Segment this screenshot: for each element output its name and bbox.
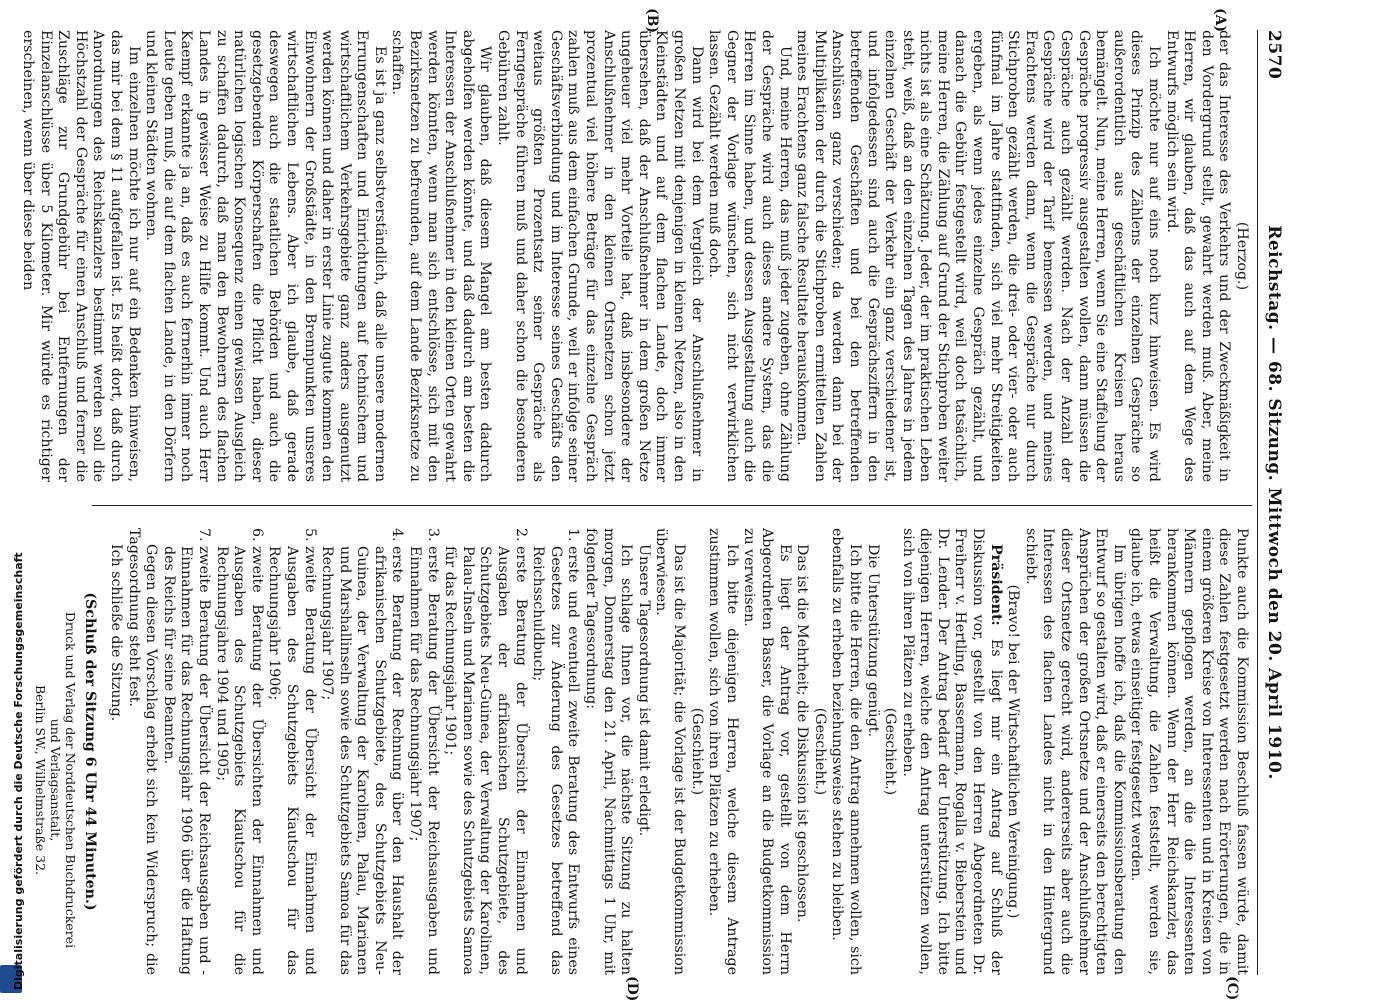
session-end-note: (Schluß der Sitzung 6 Uhr 44 Minuten.) <box>82 592 99 911</box>
paragraph: Ich bitte diejenigen Herren, welche diesem Antrage zustimmen wollen, sich von ihren Plätzen zu erheben. <box>706 528 740 975</box>
president-label: Präsident: <box>987 544 1004 626</box>
agenda-item: 2. erste Beratung der Übersicht der Einnahmen und Ausgaben der afrikanischen Schutzgebiete, des Schutzgebiets Neu-Guinea, der Verwaltung der Karolinen, Palau-Inseln und Marianen sowie des Schutzgebiets Samoa für das Rechnungsjahr 1901; <box>441 546 529 975</box>
applause-note: (Bravo! bei der Wirtschaftlichen Vereinigung.) <box>1005 584 1022 919</box>
paragraph: Es liegt der Antrag vor, gestellt von dem Herrn Abgeordneten Basser, die Vorlage an die Budgetkommission zu verweisen. <box>741 528 793 975</box>
paragraph: Gegen diesen Vorschlag erhebt sich kein Widerspruch; die Tagesordnung steht fest. <box>125 528 160 975</box>
rotated-page <box>10 0 1300 1000</box>
paragraph: Es ist ja ganz selbstverständlich, daß alle unsere modernen Errungenschaften und Einrichtungen auf technischem und wirtschaftlichem Verkehrsgebiete ganz anders ausgenutzt werden können und daher in erster Linie zugute kommen den Einwohnern der Großstädte, in den Brennpunkten unseres wirtschaftlichen Lebens. Aber ich glaube, daß gerade deswegen auch die staatlichen Behörden und auch die gesetzgebenden Körperschaften die Pflicht haben, dieser natürlichen logischen Konsequenz einen gewissen Ausgleich zu schaffen dadurch, daß man den Bewohnern des flachen Landes in gewisser Weise zu Hilfe kommt. Und auch Herr Kaempf erkannte ja an, daß es auch fernerhin immer noch Leute geben muß, die auf dem flachen Lande, in den Dörfern und kleinen Städten wohnen. <box>143 30 388 482</box>
reaction-note: (Geschieht.) <box>882 707 899 796</box>
paragraph: Die Unterstützung genügt. <box>864 544 881 737</box>
paragraph: Ich schließe die Sitzung. <box>108 544 124 722</box>
printer-imprint <box>33 600 78 960</box>
paragraph: der das Interesse des Verkehrs und der Zweckmäßigkeit in den Vordergrund stellt, gewahrt werden muß. Aber, meine Herren, wir glauben, daß das auch auf dem Wege des Entwurfs möglich sein wird. <box>1163 30 1233 482</box>
imprint-line: Druck und Verlag der Norddeutschen Buchdruckerei und Verlagsanstalt, <box>48 611 78 949</box>
paragraph: Ich bitte die Herren, die den Antrag annehmen wollen, sich ebenfalls zu erheben beziehungsweise stehen zu bleiben. <box>829 528 863 975</box>
imprint-line: Berlin SW., Wilhelmstraße 32. <box>33 684 48 876</box>
reaction-note: (Geschieht.) <box>811 707 828 796</box>
margin-marker-c: (C) <box>1224 976 1240 1001</box>
paragraph: Ich möchte nur auf eins noch kurz hinweisen. Es wird dieses Prinzip des Zählens der einzelnen Gespräche so außerordentlich aus geschäftlichen Kreisen heraus bemängelt. Nun, meine Herren, wenn Sie eine Staffelung der Gespräche progressiv ausgestalten wollen, dann müssen die Gespräche auch gezählt werden. Nach der Anzahl der Gespräche wird der Tarif bemessen werden, und meines Erachtens werden dann, wenn die Gespräche nur durch Stichproben gezählt werden, die drei- oder vier- oder auch fünfmal im Jahre stattfinden, sich viel mehr Streitigkeiten ergeben, als wenn jedes einzelne Gespräch gezählt, und danach die Gebühr festgestellt wird, weil doch tatsächlich, meine Herren, die Zählung auf Grund der Stichproben weiter nichts ist als eine Schätzung. Jeder, der im praktischen Leben steht, weiß, daß an den einzelnen Tagen des Jahres in jedem einzelnen Geschäft der Verkehr ein ganz verschiedener ist, und infolgedessen sind auch die Gesprächsziffern in den betreffenden Geschäften und bei den betreffenden Anschlüssen ganz verschieden; da werden dann bei der Multiplikation der durch die Stichproben ermittelten Zahlen meines Erachtens ganz falsche Resultate herauskommen. <box>794 30 1163 482</box>
digitization-note: Digitalisierung gefördert durch die Deutsche Forschungsgemeinschaft <box>12 552 25 990</box>
left-column <box>18 30 1250 482</box>
agenda-item: 1. erste und eventuell zweite Beratung des Entwurfs eines Gesetzes zur Änderung des Gesetzes betreffend das Reichsschuldbuch; <box>529 546 582 975</box>
page-header <box>1260 30 1286 975</box>
page-number: 2570 <box>1264 30 1284 80</box>
speaker-name: (Herzog.) <box>1234 221 1250 291</box>
paragraph: Das ist die Majorität; die Vorlage ist der Budgetkommission überwiesen. <box>653 528 687 975</box>
paragraph: Wir glauben, daß diesem Mangel am besten dadurch abgeholfen werden könnte, und daß dadurch am besten die Interessen der Anschlußnehmer in den kleinen Orten gewahrt werden könnten, wenn man sich entschlösse, sich mit den Bezirksnetzen zu befreunden, auf dem Lande Bezirksnetze zu schaffen. <box>389 30 494 482</box>
reaction-note: (Geschieht.) <box>688 707 705 796</box>
agenda-item: 4. erste Beratung der Rechnung über den Haushalt der afrikanischen Schutzgebiete, des Schutzgebiets Neu-Guinea, der Verwaltung der Karolinen, Palau, Marianen und Marshallinseln sowie des Schutzgebiets Samoa für das Rechnungsjahr 1907; <box>318 546 406 975</box>
president-statement <box>898 528 1004 975</box>
agenda-list <box>159 528 581 975</box>
agenda-item: 5. zweite Beratung der Übersicht der Einnahmen und Ausgaben des Schutzgebiets Kiautschou für das Rechnungsjahr 1906; <box>265 546 318 975</box>
header-divider <box>1257 30 1258 975</box>
paragraph: Dann wird bei dem Vergleich der Anschlußnehmer in großen Netzen mit denjenigen in kleinen Netzen, also in den Kleinstädten und auf dem flachen Lande, doch immer übersehen, daß der Anschlußnehmer in dem großen Netze ungeheuer viel mehr Vorteile hat, daß insbesondere der Anschlußnehmer in den kleinen Ortsnetzen schon jetzt prozentual viel höhere Beträge für das einzelne Gespräch zahlen muß aus dem einfachen Grunde, weil er infolge seiner Geschäftsverbindung und im Interesse seines Geschäfts den weitaus größten Prozentsatz seiner Gespräche als Ferngespräche führen muß und daher schon die besonderen Gebühren zahlt. <box>495 30 705 482</box>
president-text: Es liegt mir ein Antrag auf Schluß der Diskussion vor, gestellt von den Herren Abgeordneten Dr. Freiherr v. Hertling, Bassermann, Rogalla v. Bieberstein und Dr. Lender. Der Antrag bedarf der Unterstützung. Ich bitte diejenigen Herren, welche den Antrag unterstützen wollen, sich von ihren Plätzen zu erheben. <box>899 528 1004 975</box>
paragraph: Unsere Tagesordnung ist damit erledigt. <box>635 544 652 837</box>
margin-marker-b: (B) <box>644 8 660 34</box>
margin-marker-d: (D) <box>624 976 640 1001</box>
right-column <box>81 528 1250 975</box>
page-title: Reichstag. — 68. Sitzung. Mittwoch den 20. April 1910. <box>1264 225 1284 780</box>
paragraph: Im übrigen hoffe ich, daß die Kommissionsberatung den Entwurf so gestalten wird, daß er einerseits den berechtigten Ansprüchen der großen Ortsnetze und der Anschlußnehmer dieser Ortsnetze gerecht wird, andererseits aber auch die Interessen des flachen Landes nicht in den Hintergrund schiebt. <box>1022 528 1127 975</box>
paragraph: Punkte auch die Kommission Beschluß fassen würde, damit diese Zahlen festgesetzt werden nach Erörterungen, die in einem größeren Kreise von Interessenten und in Kreisen von Männern gepflogen werden, an die die Interessenten herankommen können. Wenn der Herr Reichskanzler, das heißt die Verwaltung, die Zahlen feststellt, werden sie, glaube ich, etwas einseitiger festgesetzt werden. <box>1128 528 1250 975</box>
agenda-item: 7. zweite Beratung der Übersicht der Reichsausgaben und -Einnahmen für das Rechnungsjahr 1906 über die Haftung des Reichs für seine Beamten. <box>159 546 212 975</box>
paragraph: Das ist die Mehrheit; die Diskussion ist geschlossen. <box>794 544 811 923</box>
agenda-item: 3. erste Beratung der Übersicht der Reichsausgaben und Einnahmen für das Rechnungsjahr 1907; <box>406 546 441 975</box>
paragraph: Im einzelnen möchte ich nur auf ein Bedenken hinweisen, das mir bei dem § 11 aufgefallen ist. Es heißt dort, daß durch Anordnungen des Reichskanzlers bestimmt werden soll die Höchstzahl der Gespräche für einen Anschluß und ferner die Zuschläge zur Grundgebühr bei Entfernungen der Einzelanschlüsse über 5 Kilometer. Mir würde es richtiger erscheinen, wenn über diese beiden <box>20 30 142 482</box>
paragraph: Und, meine Herren, das muß jeder zugeben, ohne Zählung der Gespräche wird auch dieses andere System, das die Herren im Sinne haben, und dessen Ausgestaltung auch die Gegner der Vorlage wünschen, sich nicht verwirklichen lassen. Gezählt werden muß doch. <box>706 30 793 482</box>
agenda-item: 6. zweite Beratung der Übersichten der Einnahmen und Ausgaben des Schutzgebiets Kiautschou für die Rechnungsjahre 1904 und 1905; <box>212 546 265 975</box>
margin-marker-a: (A) <box>1212 8 1228 33</box>
paragraph: Ich schlage Ihnen vor, die nächste Sitzung zu halten morgen, Donnerstag den 21. April, Nachmittags 1 Uhr, mit folgender Tagesordnung: <box>583 528 635 975</box>
column-divider <box>92 505 1252 506</box>
